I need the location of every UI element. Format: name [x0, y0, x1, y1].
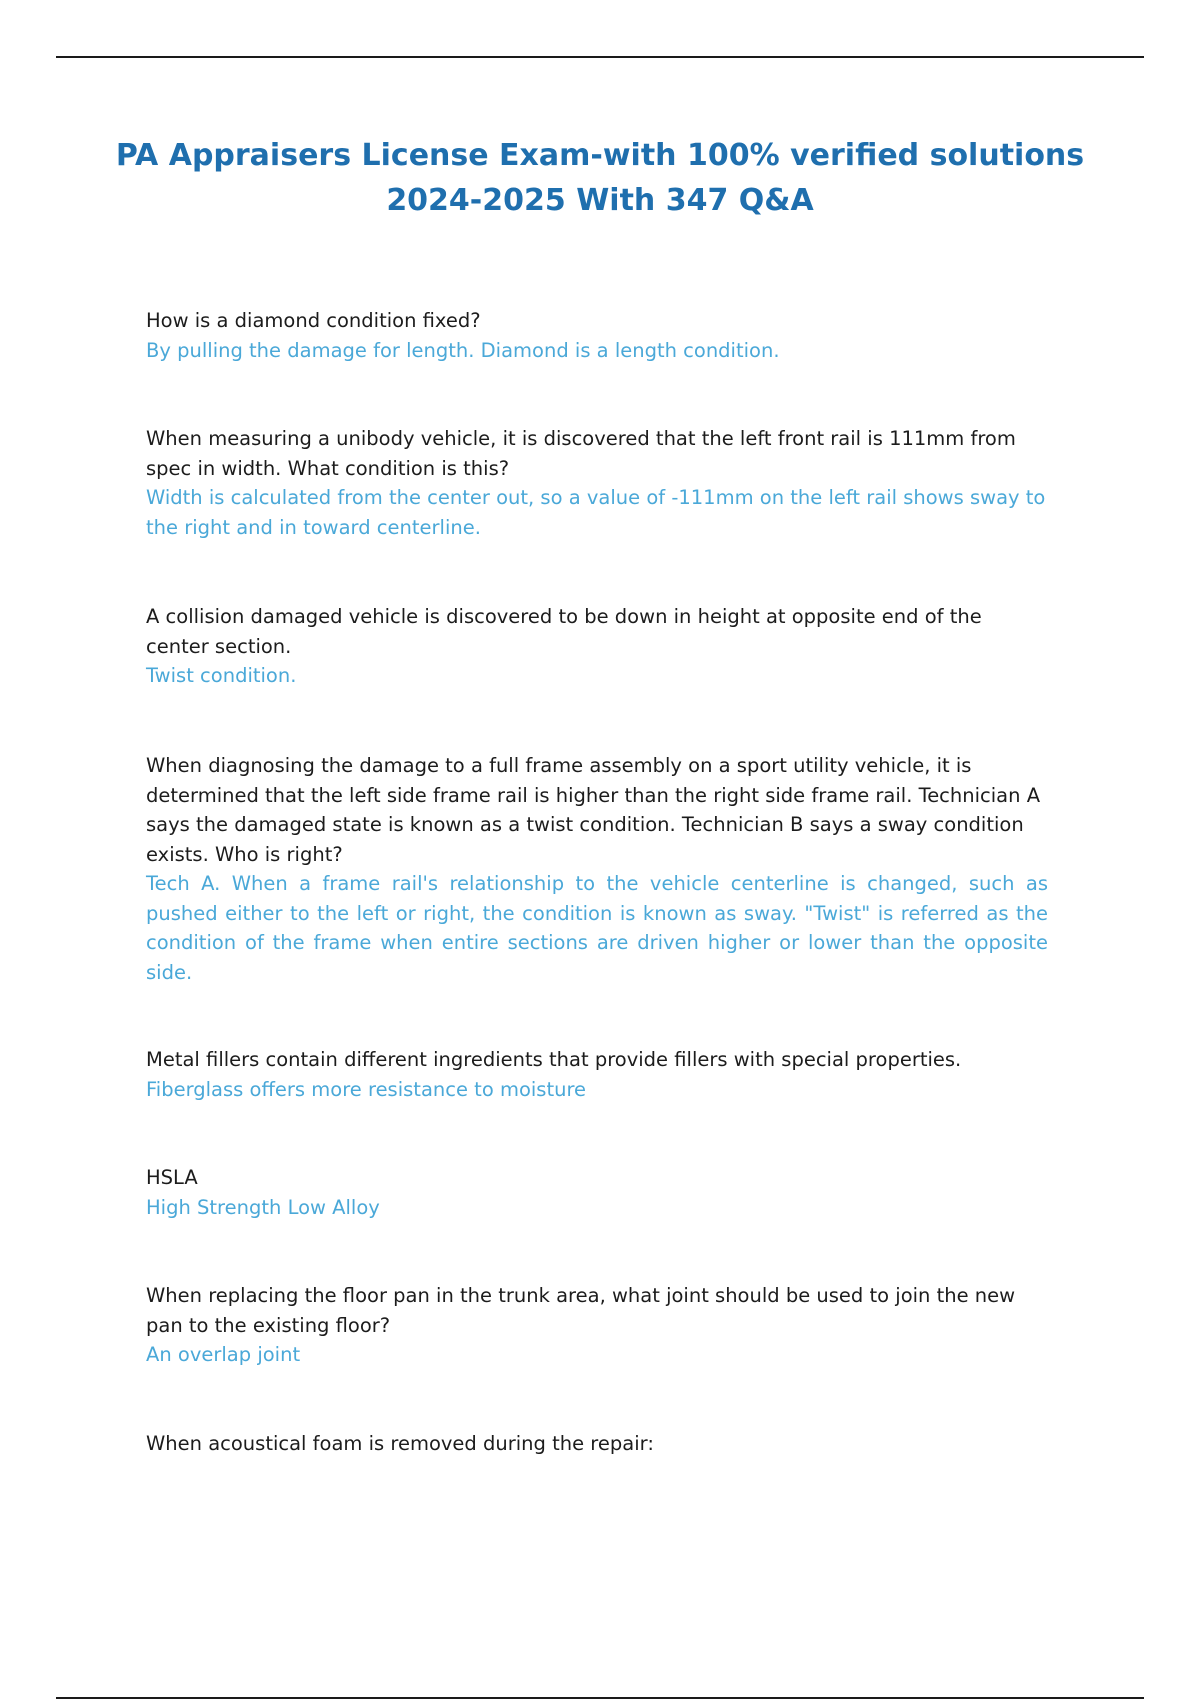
title-line-1: PA Appraisers License Exam-with 100% verified solutions	[115, 138, 1085, 173]
qa-item-2	[146, 424, 1048, 542]
title-line-2: 2024-2025 With 347 Q&A	[386, 183, 814, 218]
answer-text: Width is calculated from the center out, so a value of -111mm on the left rail shows sway to the right and in toward centerline.	[146, 486, 1046, 539]
qa-item-1	[146, 306, 1048, 365]
answer-text: Fiberglass offers more resistance to moisture	[146, 1077, 587, 1101]
question-text: When diagnosing the damage to a full frame assembly on a sport utility vehicle, it is determined that the left side frame rail is higher than the right side frame rail. Technician A says the damaged state is known as a twist condition. Technician B says a sway condition exists. Who is right?	[146, 754, 1041, 866]
qa-item-3	[146, 602, 1048, 691]
answer-text: Twist condition.	[146, 664, 297, 687]
qa-item-4	[146, 751, 1048, 987]
question-text: A collision damaged vehicle is discovered to be down in height at opposite end of the center section.	[146, 605, 982, 658]
qa-item-8	[146, 1429, 1048, 1459]
question-text: HSLA	[146, 1166, 198, 1189]
question-text: How is a diamond condition fixed?	[146, 309, 481, 332]
bottom-rule	[56, 1697, 1144, 1699]
document-title	[100, 133, 1100, 223]
answer-text: An overlap joint	[146, 1343, 301, 1366]
answer-text: Tech A. When a frame rail's relationship to the vehicle centerline is changed, such as pushed either to the left or right, the condition is known as sway. "Twist" is referred as the condition of the frame when entire sections are driven higher or lower than the opposite side.	[146, 872, 1048, 984]
qa-item-7	[146, 1281, 1048, 1370]
answer-text: By pulling the damage for length. Diamond is a length condition.	[146, 338, 780, 362]
question-text: Metal fillers contain different ingredients that provide fillers with special properties.	[146, 1048, 962, 1071]
question-text: When acoustical foam is removed during the repair:	[146, 1432, 654, 1455]
question-text: When replacing the floor pan in the trunk area, what joint should be used to join the new pan to the existing floor?	[146, 1284, 1016, 1337]
qa-item-6	[146, 1163, 1048, 1222]
top-rule	[56, 56, 1144, 58]
answer-text: High Strength Low Alloy	[146, 1195, 380, 1219]
qa-item-5	[146, 1045, 1048, 1104]
question-text: When measuring a unibody vehicle, it is discovered that the left front rail is 111mm from spec in width. What condition is this?	[146, 427, 1016, 480]
